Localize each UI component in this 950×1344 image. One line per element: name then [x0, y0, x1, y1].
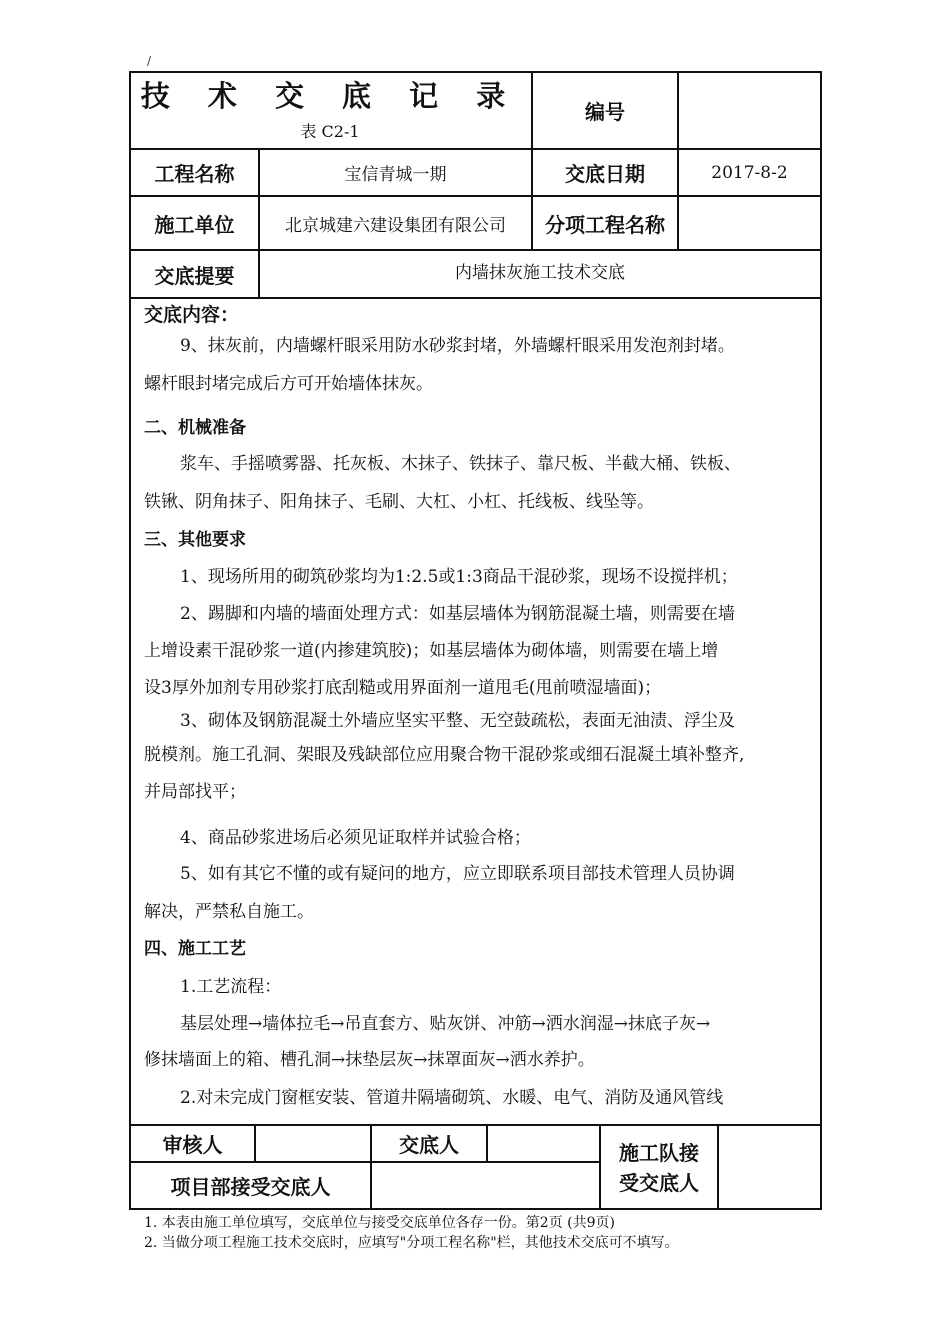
- text-line: 上增设素干混砂浆一道(内掺建筑胶)；如基层墙体为砌体墙，则需要在墙上增: [144, 641, 719, 661]
- date-label: 交底日期: [565, 162, 645, 186]
- text-line: 1.工艺流程：: [180, 977, 282, 997]
- text-line: 脱模剂。施工孔洞、架眼及残缺部位应用聚合物干混砂浆或细石混凝土填补整齐,: [144, 745, 745, 765]
- number-label: 编号: [585, 100, 625, 124]
- text-line: 螺杆眼封堵完成后方可开始墙体抹灰。: [144, 374, 433, 394]
- text-line: 9、抹灰前，内墙螺杆眼采用防水砂浆封堵，外墙螺杆眼采用发泡剂封堵。: [180, 336, 735, 356]
- text-line: 设3厚外加剂专用砂浆打底刮糙或用界面剂一道甩毛(甩前喷湿墙面)；: [144, 678, 662, 698]
- text-line: 1、现场所用的砌筑砂浆均为1:2.5或1:3商品干混砂浆，现场不设搅拌机；: [180, 567, 738, 587]
- reviewer-field[interactable]: [256, 1126, 370, 1161]
- corner-mark: /: [147, 54, 152, 68]
- form-code: 表 C2-1: [300, 122, 360, 141]
- row-divider: [129, 297, 822, 299]
- content-heading: 交底内容：: [144, 304, 240, 326]
- dept-receiver-label: 项目部接受交底人: [170, 1175, 331, 1199]
- date-value: 2017-8-2: [711, 162, 788, 183]
- project-name-value: 宝信青城一期: [344, 165, 447, 185]
- reviewer-label: 审核人: [162, 1133, 223, 1157]
- discloser-label: 交底人: [399, 1133, 459, 1157]
- form-title: 技 术 交 底 记 录: [140, 79, 520, 113]
- number-field[interactable]: [679, 73, 820, 148]
- subitem-label: 分项工程名称: [545, 212, 665, 237]
- discloser-field[interactable]: [488, 1126, 599, 1161]
- contractor-value: 北京城建六建设集团有限公司: [285, 215, 506, 236]
- text-line: 解决，严禁私自施工。: [144, 902, 314, 922]
- text-line: 5、如有其它不懂的或有疑问的地方，应立即联系项目部技术管理人员协调: [180, 864, 735, 884]
- summary-label: 交底提要: [154, 263, 235, 288]
- text-line: 并局部找平；: [144, 782, 246, 802]
- summary-value: 内墙抹灰施工技术交底: [455, 262, 625, 283]
- text-line: 4、商品砂浆进场后必须见证取样并试验合格；: [180, 828, 531, 848]
- footnote: 2. 当做分项工程施工技术交底时，应填写"分项工程名称"栏，其他技术交底可不填写。: [144, 1235, 679, 1251]
- team-receiver-label: 施工队接受交底人: [619, 1141, 699, 1195]
- subitem-field[interactable]: [679, 197, 820, 249]
- text-line: 修抹墙面上的箱、槽孔洞→抹垫层灰→抹罩面灰→洒水养护。: [144, 1050, 595, 1070]
- text-line: 3、砌体及钢筋混凝土外墙应坚实平整、无空鼓疏松，表面无油渍、浮尘及: [180, 711, 735, 731]
- text-line: 2.对未完成门窗框安装、管道井隔墙砌筑、水暖、电气、消防及通风管线: [180, 1088, 724, 1108]
- dept-receiver-field[interactable]: [372, 1163, 599, 1208]
- text-line: 铁锹、阴角抹子、阳角抹子、毛刷、大杠、小杠、托线板、线坠等。: [144, 492, 654, 512]
- contractor-label: 施工单位: [154, 212, 235, 237]
- section-heading: 四、施工工艺: [144, 939, 246, 959]
- section-heading: 三、其他要求: [144, 530, 246, 550]
- text-line: 浆车、手摇喷雾器、托灰板、木抹子、铁抹子、靠尺板、半截大桶、铁板、: [180, 454, 741, 474]
- team-receiver-field[interactable]: [719, 1126, 820, 1210]
- project-name-label: 工程名称: [154, 162, 235, 186]
- text-line: 2、踢脚和内墙的墙面处理方式：如基层墙体为钢筋混凝土墙，则需要在墙: [180, 604, 735, 624]
- section-heading: 二、机械准备: [144, 418, 246, 438]
- footnote: 1. 本表由施工单位填写，交底单位与接受交底单位各存一份。第2页 (共9页): [144, 1215, 615, 1231]
- text-line: 基层处理→墙体拉毛→吊直套方、贴灰饼、冲筋→洒水润湿→抹底子灰→: [180, 1014, 711, 1034]
